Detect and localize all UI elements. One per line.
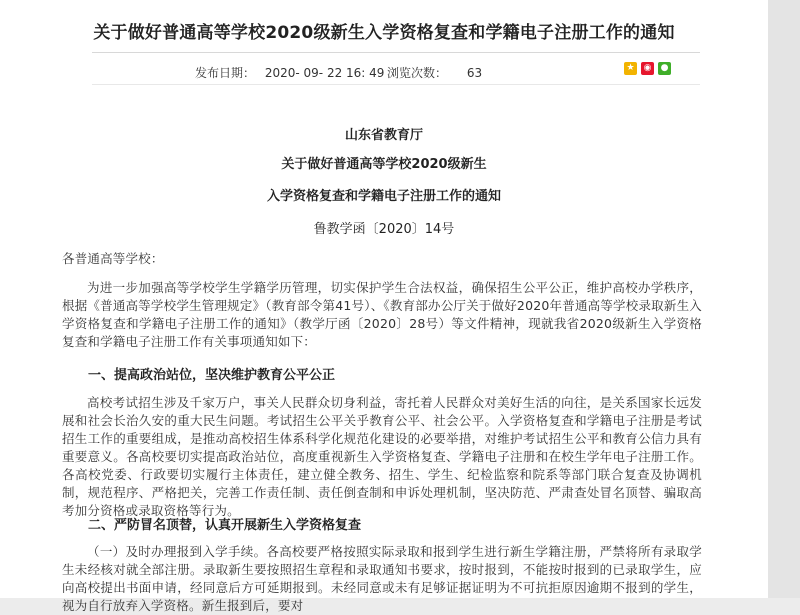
publish-date-row (195, 64, 384, 81)
doc-issuer: 山东省教育厅 (344, 128, 423, 143)
section2-paragraph: （一）及时办理报到入学手续。各高校要严格按照实际录取和报到学生进行新生学籍注册，严禁将所有录取学生未经核对就全部注册。录取新生要按照招生章程和录取通知书要求，按时报到，不能按时报到的已录取学生，应向高校提出书面申请，经同意后方可延期报到。未经同意或未有足够证据证明为不可抗拒原因逾期不报到的学生，视为自行放弃入学资格。新生报到后，要对 (62, 544, 702, 613)
views-label: 浏览次数： (387, 66, 448, 80)
views-count: 63 (466, 66, 483, 80)
intro-paragraph: 为进一步加强高等学校学生学籍学历管理，切实保护学生合法权益，确保招生公平公正，维护高校办学秩序，根据《普通高等学校学生管理规定》（教育部令第41号）、《教育部办公厅关于做好2020年普通高等学校录取新生入学资格复查和学籍电子注册工作的通知》（教学厅函〔2020〕28号）等文件精神，现就我省2020级新生入学资格复查和学籍电子注册工作有关事项通知如下： (62, 280, 702, 349)
doc-title-line1: 关于做好普通高等学校2020级新生 (281, 157, 487, 172)
publish-date-value: 2020- 09- 22 16: 49 (264, 66, 385, 80)
section2-heading: 二、严防冒名顶替，认真开展新生入学资格复查 (88, 518, 362, 533)
weibo-icon[interactable]: ◉ (641, 62, 654, 75)
qzone-icon[interactable]: ★ (624, 62, 637, 75)
views-row (387, 64, 482, 81)
salutation: 各普通高等学校： (62, 251, 164, 266)
doc-number: 鲁教学函〔2020〕14号 (313, 222, 455, 237)
section1-heading: 一、提高政治站位，坚决维护教育公平公正 (88, 368, 336, 383)
title-divider (92, 52, 700, 53)
wechat-icon[interactable]: ● (658, 62, 671, 75)
publish-date-label: 发布日期： (195, 66, 256, 80)
doc-title-line2: 入学资格复查和学籍电子注册工作的通知 (266, 189, 501, 204)
section1-paragraph: 高校考试招生涉及千家万户，事关人民群众切身利益，寄托着人民群众对美好生活的向往，是关系国家长远发展和社会长治久安的重大民生问题。考试招生公平关乎教育公平、社会公平。入学资格复查和学籍电子注册是考试招生工作的重要组成，是推动高校招生体系科学化规范化建设的必要举措，对维护考试招生公平和教育公信力具有重要意义。各高校要切实提高政治站位，高度重视新生入学资格复查、学籍电子注册和在校生学年电子注册工作。各高校党委、行政要切实履行主体责任，建立健全教务、招生、学生、纪检监察和院系等部门联合复查及协调机制，规范程序、严格把关，完善工作责任制、责任倒查制和申诉处理机制，坚决防范、严肃查处冒名顶替、骗取高考加分资格或录取资格等行为。 (62, 395, 702, 518)
share-bar (624, 62, 671, 76)
article-title: 关于做好普通高等学校2020级新生入学资格复查和学籍电子注册工作的通知 (93, 23, 675, 43)
meta-divider (92, 84, 700, 85)
page-margin (768, 0, 800, 598)
